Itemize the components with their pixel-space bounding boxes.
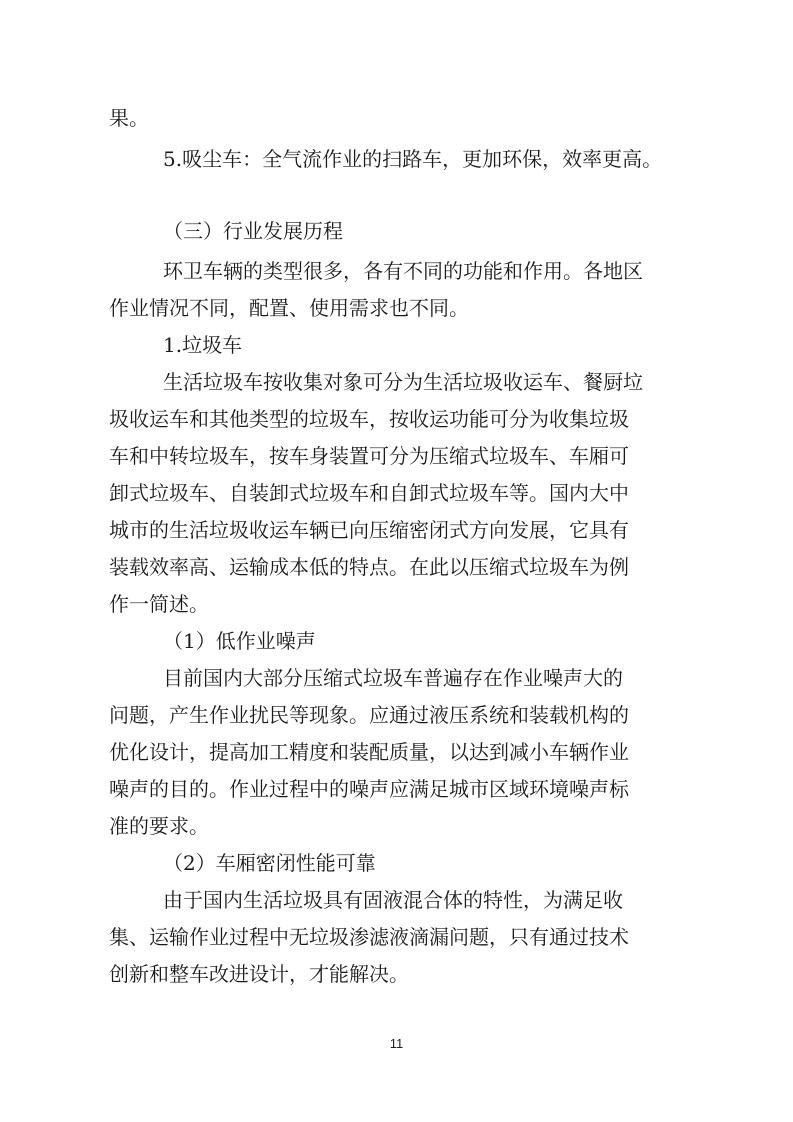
text-line-5: 作业情况不同，配置、使用需求也不同。: [109, 296, 469, 320]
text-line-21: 由于国内生活垃圾具有固液混合体的特性，为满足收: [163, 888, 623, 912]
subsection-heading: 1.垃圾车: [163, 333, 243, 357]
text-line-2: 5.吸尘车：全气流作业的扫路车，更加环保，效率更高。: [163, 147, 663, 171]
text-line-13: 作一简述。: [109, 592, 209, 616]
text-line-18: 噪声的目的。作业过程中的噪声应满足城市区域环境噪声标: [109, 777, 629, 801]
text-line-11: 城市的生活垃圾收运车辆已向压缩密闭式方向发展，它具有: [109, 518, 629, 542]
text-line-15: 目前国内大部分压缩式垃圾车普遍存在作业噪声大的: [163, 666, 623, 690]
text-line-8: 圾收运车和其他类型的垃圾车，按收运功能可分为收集垃圾: [109, 407, 629, 431]
page-number: 11: [389, 1036, 404, 1051]
text-line-23: 创新和整车改进设计，才能解决。: [109, 962, 409, 986]
text-line-12: 装载效率高、运输成本低的特点。在此以压缩式垃圾车为例: [109, 555, 629, 579]
text-line-10: 卸式垃圾车、自装卸式垃圾车和自卸式垃圾车等。国内大中: [109, 481, 629, 505]
text-line-16: 问题，产生作业扰民等现象。应通过液压系统和装载机构的: [109, 703, 629, 727]
item-heading-1: （1）低作业噪声: [163, 629, 316, 653]
text-line-7: 生活垃圾车按收集对象可分为生活垃圾收运车、餐厨垃: [163, 370, 643, 394]
text-line-22: 集、运输作业过程中无垃圾渗滤液滴漏问题，只有通过技术: [109, 925, 629, 949]
section-heading: （三）行业发展历程: [163, 219, 343, 243]
item-heading-2: （2）车厢密闭性能可靠: [163, 851, 376, 875]
text-line-1: 果。: [109, 106, 149, 130]
text-line-9: 车和中转垃圾车，按车身装置可分为压缩式垃圾车、车厢可: [109, 444, 629, 468]
text-line-17: 优化设计，提高加工精度和装配质量，以达到减小车辆作业: [109, 740, 629, 764]
text-line-4: 环卫车辆的类型很多，各有不同的功能和作用。各地区: [163, 259, 643, 283]
text-line-19: 准的要求。: [109, 814, 209, 838]
